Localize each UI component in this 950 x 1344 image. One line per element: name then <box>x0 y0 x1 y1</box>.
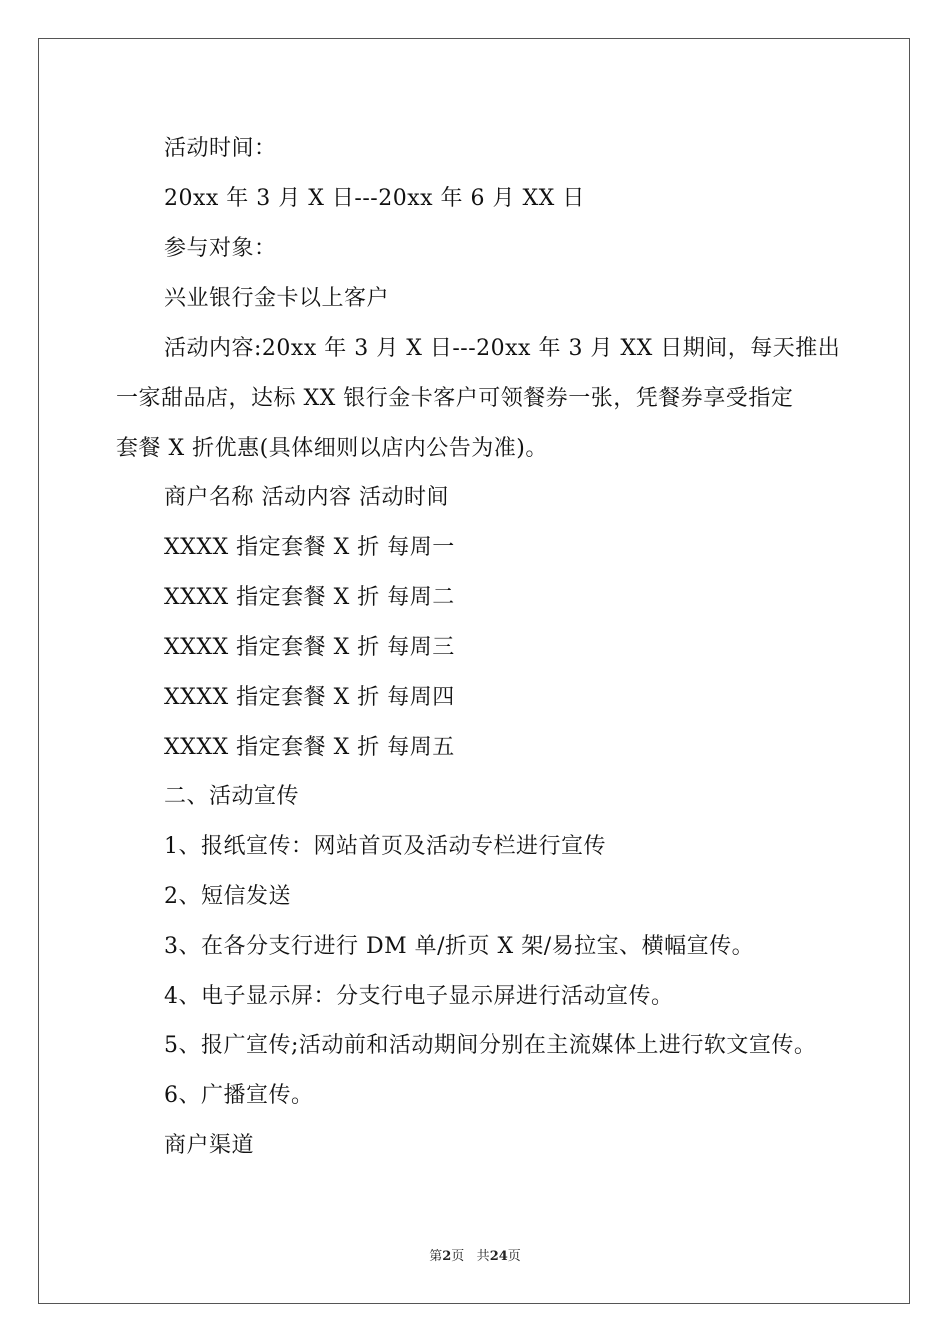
activity-content-line-1: 活动内容:20xx 年 3 月 X 日---20xx 年 3 月 XX 日期间，每天推出 <box>164 336 841 361</box>
page-suffix: 页 <box>451 1249 465 1264</box>
promotion-item: 5、报广宣传;活动前和活动期间分别在主流媒体上进行软文宣传。 <box>164 1033 817 1058</box>
merchant-row: XXXX 指定套餐 X 折 每周二 <box>164 585 455 610</box>
activity-content-line-2: 一家甜品店，达标 XX 银行金卡客户可领餐券一张，凭餐券享受指定 <box>116 386 794 411</box>
merchant-row: XXXX 指定套餐 X 折 每周三 <box>164 635 455 660</box>
merchant-row: XXXX 指定套餐 X 折 每周一 <box>164 535 455 560</box>
merchant-row: XXXX 指定套餐 X 折 每周四 <box>164 685 455 710</box>
activity-time-heading: 活动时间： <box>164 136 277 161</box>
page-footer <box>0 1248 950 1266</box>
participants-value: 兴业银行金卡以上客户 <box>164 286 390 311</box>
merchant-channel-heading: 商户渠道 <box>164 1133 255 1158</box>
promotion-item: 6、广播宣传。 <box>164 1083 314 1108</box>
activity-content-line-3: 套餐 X 折优惠(具体细则以店内公告为准)。 <box>116 436 548 461</box>
promotion-item: 4、电子显示屏：分支行电子显示屏进行活动宣传。 <box>164 984 674 1009</box>
promotion-item: 3、在各分支行进行 DM 单/折页 X 架/易拉宝、横幅宣传。 <box>164 934 755 959</box>
participants-heading: 参与对象： <box>164 236 277 261</box>
merchant-table-header: 商户名称 活动内容 活动时间 <box>164 485 449 510</box>
current-page-number: 2 <box>442 1249 452 1264</box>
promotion-item: 1、报纸宣传：网站首页及活动专栏进行宣传 <box>164 834 606 859</box>
page-border <box>38 38 910 1304</box>
promotion-section-heading: 二、活动宣传 <box>164 784 300 809</box>
total-prefix: 共 <box>476 1249 490 1264</box>
activity-time-value: 20xx 年 3 月 X 日---20xx 年 6 月 XX 日 <box>164 186 585 211</box>
page-prefix: 第 <box>429 1249 443 1264</box>
total-pages: 24 <box>489 1249 508 1264</box>
total-suffix: 页 <box>507 1249 521 1264</box>
promotion-item: 2、短信发送 <box>164 884 291 909</box>
merchant-row: XXXX 指定套餐 X 折 每周五 <box>164 735 455 760</box>
